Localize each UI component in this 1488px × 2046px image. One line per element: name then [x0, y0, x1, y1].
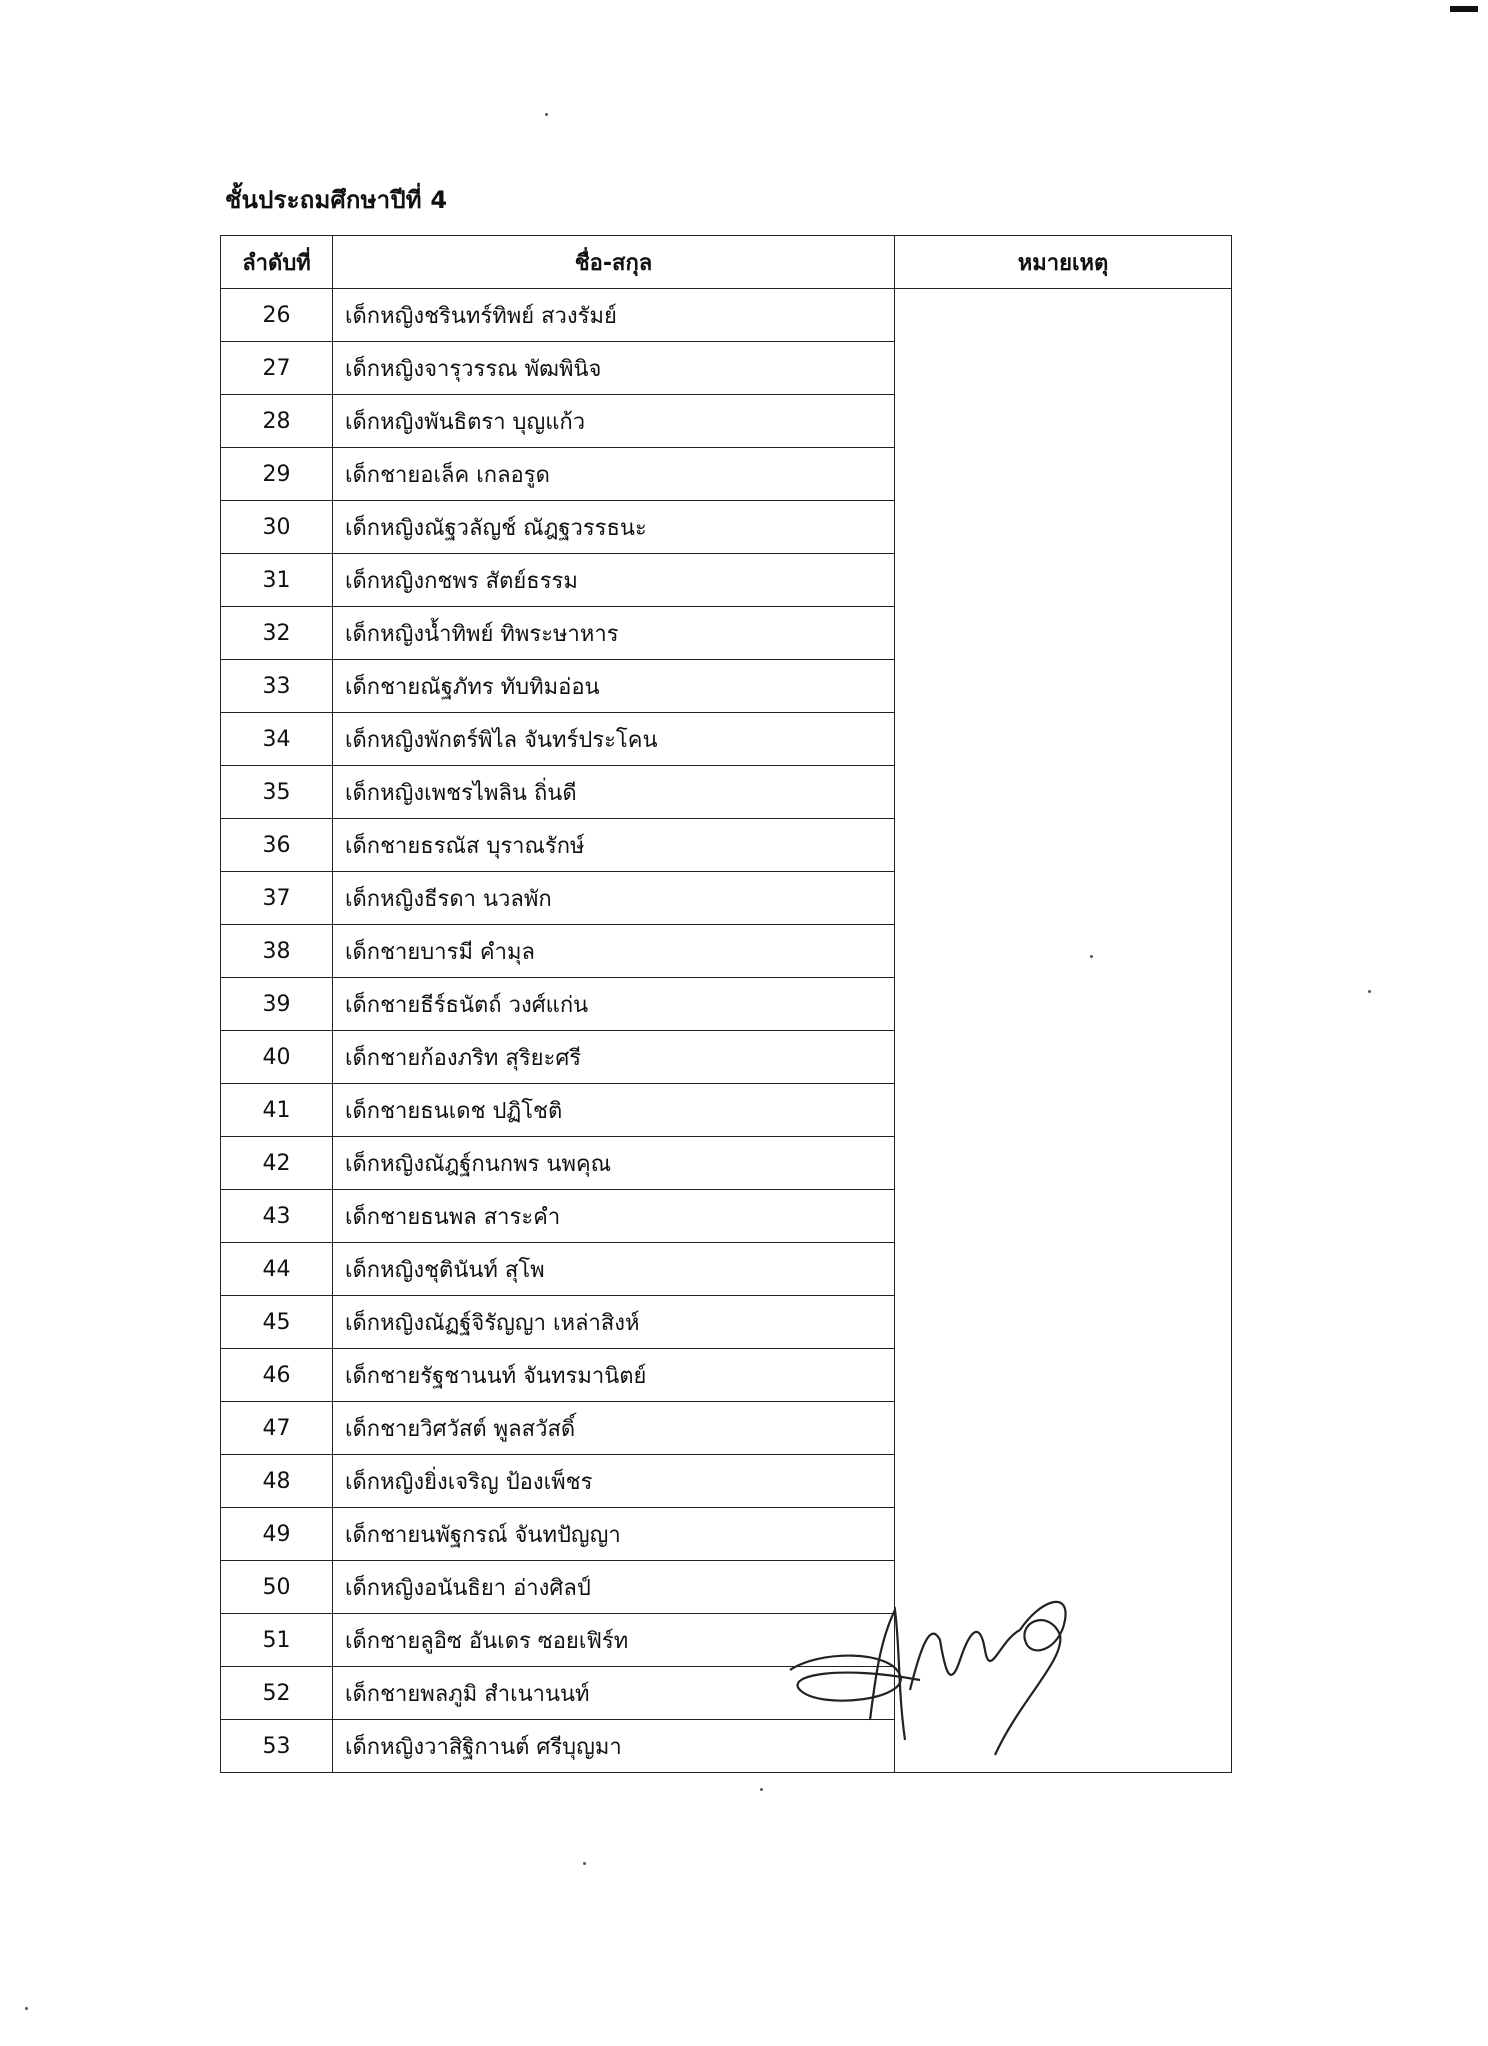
- student-name: เด็กชายพลภูมิ สำเนานนท์: [333, 1667, 895, 1720]
- corner-mark: [1450, 6, 1478, 12]
- student-name: เด็กหญิงชรินทร์ทิพย์ สวงรัมย์: [333, 289, 895, 342]
- scan-dot: [1368, 990, 1371, 993]
- row-number: 35: [221, 766, 333, 819]
- row-number: 41: [221, 1084, 333, 1137]
- student-name: เด็กชายก้องภริท สุริยะศรี: [333, 1031, 895, 1084]
- row-number: 40: [221, 1031, 333, 1084]
- table-header-row: [221, 236, 1232, 289]
- row-number: 48: [221, 1455, 333, 1508]
- student-name: เด็กหญิงเพชรไพลิน ถิ่นดี: [333, 766, 895, 819]
- student-name: เด็กหญิงพันธิตรา บุญแก้ว: [333, 395, 895, 448]
- student-name: เด็กชายลูอิซ อันเดร ซอยเฟิร์ท: [333, 1614, 895, 1667]
- scan-dot: [25, 2007, 28, 2010]
- row-number: 36: [221, 819, 333, 872]
- header-no: ลำดับที่: [221, 236, 333, 289]
- row-number: 33: [221, 660, 333, 713]
- student-name: เด็กหญิงธีรดา นวลพัก: [333, 872, 895, 925]
- scan-dot: [760, 1788, 763, 1791]
- scan-dot: [583, 1862, 586, 1865]
- row-number: 51: [221, 1614, 333, 1667]
- student-name: เด็กหญิงอนันธิยา อ่างศิลป์: [333, 1561, 895, 1614]
- row-number: 43: [221, 1190, 333, 1243]
- table-body: [221, 289, 1232, 1773]
- student-name: เด็กชายรัฐชานนท์ จันทรมานิตย์: [333, 1349, 895, 1402]
- row-number: 44: [221, 1243, 333, 1296]
- row-number: 32: [221, 607, 333, 660]
- row-number: 39: [221, 978, 333, 1031]
- row-number: 38: [221, 925, 333, 978]
- student-name: เด็กชายวิศวัสต์ พูลสวัสดิ์: [333, 1402, 895, 1455]
- row-number: 50: [221, 1561, 333, 1614]
- row-number: 52: [221, 1667, 333, 1720]
- student-name: เด็กชายนพัฐกรณ์ จันทปัญญา: [333, 1508, 895, 1561]
- header-name: ชื่อ-สกุล: [333, 236, 895, 289]
- table-row: [221, 289, 1232, 342]
- row-number: 26: [221, 289, 333, 342]
- signature: [780, 1580, 1090, 1760]
- student-name: เด็กชายธนพล สาระคำ: [333, 1190, 895, 1243]
- student-name: เด็กหญิงชุตินันท์ สุโพ: [333, 1243, 895, 1296]
- row-number: 42: [221, 1137, 333, 1190]
- page-heading: ชั้นประถมศึกษาปีที่ 4: [225, 186, 448, 214]
- header-remark: หมายเหตุ: [895, 236, 1232, 289]
- remark-cell: [895, 289, 1232, 1773]
- student-name: เด็กหญิงณัฏฐ์จิรัญญา เหล่าสิงห์: [333, 1296, 895, 1349]
- student-table: [220, 235, 1232, 1773]
- scan-dot: [1090, 955, 1093, 958]
- student-name: เด็กชายบารมี คำมุล: [333, 925, 895, 978]
- row-number: 34: [221, 713, 333, 766]
- row-number: 37: [221, 872, 333, 925]
- row-number: 28: [221, 395, 333, 448]
- student-name: เด็กหญิงณัฎฐ์กนกพร นพคุณ: [333, 1137, 895, 1190]
- student-name: เด็กหญิงน้ำทิพย์ ทิพระษาหาร: [333, 607, 895, 660]
- row-number: 30: [221, 501, 333, 554]
- row-number: 47: [221, 1402, 333, 1455]
- student-name: เด็กหญิงกชพร สัตย์ธรรม: [333, 554, 895, 607]
- scan-dot: [545, 113, 548, 116]
- student-name: เด็กชายอเล็ค เกลอรูด: [333, 448, 895, 501]
- student-name: เด็กหญิงณัฐวลัญช์ ณัฎฐวรรธนะ: [333, 501, 895, 554]
- row-number: 31: [221, 554, 333, 607]
- student-name: เด็กหญิงวาสิฐิกานต์ ศรีบุญมา: [333, 1720, 895, 1773]
- row-number: 27: [221, 342, 333, 395]
- row-number: 45: [221, 1296, 333, 1349]
- student-name: เด็กหญิงจารุวรรณ พัฒพินิจ: [333, 342, 895, 395]
- row-number: 49: [221, 1508, 333, 1561]
- student-name: เด็กหญิงยิ่งเจริญ ป้องเพ็ชร: [333, 1455, 895, 1508]
- row-number: 53: [221, 1720, 333, 1773]
- student-name: เด็กชายธรณัส บุราณรักษ์: [333, 819, 895, 872]
- student-name: เด็กชายธีร์ธนัตถ์ วงศ์แก่น: [333, 978, 895, 1031]
- row-number: 29: [221, 448, 333, 501]
- student-name: เด็กชายณัฐภัทร ทับทิมอ่อน: [333, 660, 895, 713]
- row-number: 46: [221, 1349, 333, 1402]
- student-name: เด็กชายธนเดช ปฏิโชติ: [333, 1084, 895, 1137]
- student-name: เด็กหญิงพักตร์พิไล จันทร์ประโคน: [333, 713, 895, 766]
